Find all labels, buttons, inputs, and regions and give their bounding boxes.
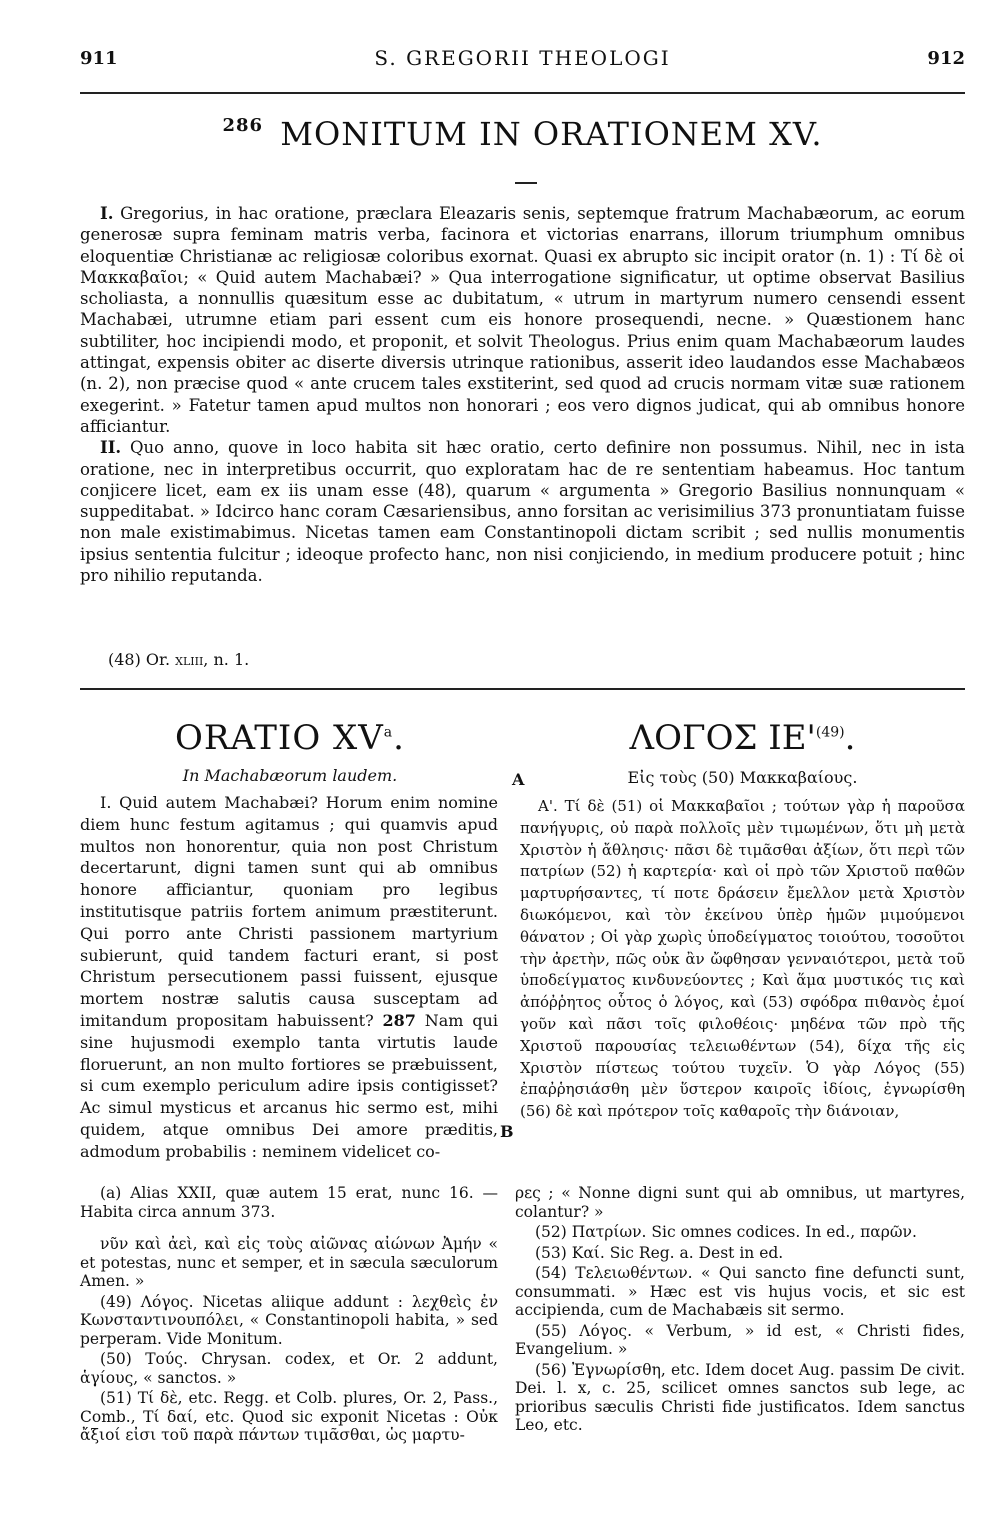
monitum-title: MONITUM IN ORATIONEM XV. [280,115,823,153]
footnote: (50) Τούς. Chrysan. codex, et Or. 2 addunt, ἁγίους, « sanctos. » [80,1350,498,1387]
footnote: ρες ; « Nonne digni sunt qui ab omnibus, ut martyres, colantur? » [515,1184,965,1221]
footnote: (53) Καί. Sic Reg. a. Dest in ed. [535,1243,784,1262]
paragraph-number: I. [100,204,114,223]
greek-subtitle: Εἰς τοὺς (50) Μακκαβαίους. [627,768,858,787]
footnote: (56) Ἐγνωρίσθη, etc. Idem docet Aug. passim De civit. Dei. l. x, c. 25, scilicet omnes sanctos sub lege, ac prioribus sæculis Christi fide justificatos. Idem sanctus Leo, etc. [515,1360,965,1434]
footnote-ref: xliii [175,650,204,669]
footnote: (49) Λόγος. Nicetas aliique addunt : λεχθεὶς ἐν Κωνσταντινουπόλει, « Constantinopoli habita, » sed perperam. Vide Monitum. [80,1292,498,1348]
footnote: (55) Λόγος. « Verbum, » id est, « Christi fides, Evangelium. » [515,1321,965,1358]
monitum-number: 286 [222,115,264,136]
footnote-marker: (49) [815,724,845,741]
greek-paragraph: Α'. Τί δὲ (51) οἱ Μακκαβαῖοι ; τούτων γὰρ ἡ παροῦσα πανήγυρις, οὐ παρὰ πολλοῖς μὲν τιμωμένων, ὅτι μὴ μετὰ Χριστὸν ἡ ἄθλησις· πᾶσι δὲ τιμᾶσθαι ἀξίων, ὅτι περὶ τῶν πατρίων (52) ἡ καρτερία· καὶ οἱ πρὸ τῶν Χριστοῦ παθῶν μαρτυρήσαντες, τί ποτε δράσειν ἔμελλον μετὰ Χριστὸν διωκόμενοι, καὶ τὸν ἐκείνου ὑπὲρ ἡμῶν μιμούμενοι θάνατον ; Οἱ γὰρ χωρὶς ὑποδείγματος τοιούτου, τοσοῦτοι τὴν ἀρετὴν, πῶς οὐκ ἂν ὤφθησαν γενναιότεροι, μετὰ τοῦ ὑποδείγματος κινδυνεύοντες ; Καὶ ἅμα μυστικός τις καὶ ἀπόῤῥητος οὗτος ὁ λόγος, καὶ (53) σφόδρα πιθανὸς ἐμοί γοῦν καὶ πᾶσι τοῖς φιλοθέοις· μηδένα τῶν πρὸ τῆς Χριστοῦ παρουσίας τελειωθέντων (54), δίχα τῆς εἰς Χριστὸν πίστεως τούτου τυχεῖν. Ὁ γὰρ Λόγος (55) ἐπαῤῥησιάσθη μὲν ὕστερον καιροῖς ἰδίοις, ἐγνωρίσθη (56) δὲ καὶ πρότερον τοῖς καθαροῖς τὴν διάνοιαν, [520,797,965,1121]
latin-title: ORATIO $XV^a$. [175,718,405,758]
latin-subtitle: In Machabæorum laudem. [182,766,398,785]
monitum-heading [80,115,965,153]
latin-column [80,792,498,1163]
paragraph-number: II. [100,438,122,458]
footnote: (52) Πατρίων. Sic omnes codices. In ed., παρῶν. [535,1223,917,1241]
footnote-marker: a [383,724,394,741]
column-number: 287 [382,1010,416,1030]
greek-title-text: ΛΟΓΟΣ ΙΕ' [629,718,816,758]
greek-column [520,796,965,1123]
section-rule [80,688,965,690]
greek-title: ΛΟΓΟΣ $IE'^{(49)}$. [629,718,856,758]
footnote-text: , n. 1. [203,650,250,669]
header-rule [80,92,965,94]
latin-text: Nam qui sine hujusmodi exemplo tanta virtutis laude floruerunt, an non multo fortiores se præbuissent, si cum exemplo periculum adire ipsis contigisset? Ac simul mysticus et arcanus hic sermo est, mihi quidem, atque omnibus Dei amore præditis, admodum probabilis : neminem videlicet co- [80,1010,498,1161]
footnotes-right [515,1184,965,1437]
page-number-left: 911 [80,48,118,69]
latin-title-text: ORATIO XV [175,718,384,758]
footnote-text: (48) Or. [108,650,171,669]
monitum-paragraph-2 [80,437,965,586]
margin-marker-a: A [512,770,525,789]
paragraph-text: Quo anno, quove in loco habita sit hæc oratio, certo definire non possumus. Nihil, nec in ista oratione, nec in interpretibus occurrit, quo exploratam hac de re sententiam habeamus. Hoc tantum conjicere licet, eam ex iis unam esse (48), quarum « argumenta » Gregorio Basilius nonnunquam « suppeditabat. » Idcirco hanc coram Cæsariensibus, anno forsitan ac verisimilius 373 pronuntiatam fuisse non male existimabimus. Nicetas tamen eam Constantinopoli dictam scribit ; sed nullis monumentis ipsius sententia fulcitur ; ideoque profecto hanc, non nisi conjiciendo, in medium producere potuit ; hinc pro nihilio reputanda. [80,438,965,586]
page-number-right: 912 [927,48,965,69]
running-header [80,40,965,80]
running-title: S. GREGORII THEOLOGI [374,46,671,70]
footnotes-left [80,1184,498,1447]
title-dash [515,182,537,184]
monitum-text [80,203,965,586]
paragraph-text: Gregorius, in hac oratione, præclara Eleazaris senis, septemque fratrum Machabæorum, ac eorum generosæ supra feminam matris verba, facinora et victorias enarrans, illorum triumphum omnibus eloquentiæ Christianæ ac religiosæ coloribus exornat. Quasi ex abrupto sic incipit orator (n. 1) : Τί δὲ οἱ Μακκαβαῖοι; « Quid autem Machabæi? » Qua interrogatione significatur, ut optime observat Basilius scholiasta, a nonnullis quæsitum esse ac dubitatum, « utrum in martyrum numero censendi essent Machabæi, utrumne etiam pari essent cum eis honore prosequendi, necne. » Quæstionem hanc subtiliter, hoc incipiendi modo, et proponit, et solvit Theologus. Prius enim quam Machabæorum laudes attingat, expensis obiter ac diserte diversis utrinque rationibus, asserit ideo laudandos esse Machabæos (n. 2), non præcise quod « ante crucem tales exstiterint, sed quod ad crucis normam vitæ suæ rationem exegerint. » Fatetur tamen apud multos non honorari ; eos vero dignos judicat, qui ab omnibus honore afficiantur. [80,204,965,436]
footnote-48 [108,650,249,669]
spacer [80,1223,498,1235]
latin-text: I. Quid autem Machabæi? Horum enim nomine diem hunc festum agitamus ; qui quamvis apud multos non honorentur, quia non post Christum decertarunt, digni tamen sunt qui ab omnibus honore afficiantur, quoniam pro legibus institutisque patriis fortem animum præstiterunt. Qui porro ante Christi passionem martyrium subierunt, quid tandem facturi erant, si post Christum persecutionem passi fuissent, ejusque mortem nostræ salutis causa susceptam ad imitandum propositam habuissent? [80,793,498,1030]
footnote: (51) Τί δὲ, etc. Regg. et Colb. plures, Or. 2, Pass., Comb., Τί δαί, etc. Quod sic exponit Nicetas : Οὐκ ἄξιοί εἰσι τοῦ παρὰ πάντων τιμᾶσθαι, ὡς μαρτυ- [80,1389,498,1444]
margin-marker-b: B [500,1122,514,1141]
footnote: νῦν καὶ ἀεὶ, καὶ εἰς τοὺς αἰῶνας αἰώνων Ἀμήν « et potestas, nunc et semper, et in sæcula sæculorum Amen. » [80,1235,498,1290]
monitum-paragraph-1 [80,203,965,437]
footnote: (54) Τελειωθέντων. « Qui sancto fine defuncti sunt, consummati. » Hæc est vis hujus vocis, et sic est accipienda, cum de Machabæis sit sermo. [515,1264,965,1319]
latin-paragraph [80,792,498,1163]
footnote: (a) Alias XXII, quæ autem 15 erat, nunc 16. — Habita circa annum 373. [80,1184,498,1221]
